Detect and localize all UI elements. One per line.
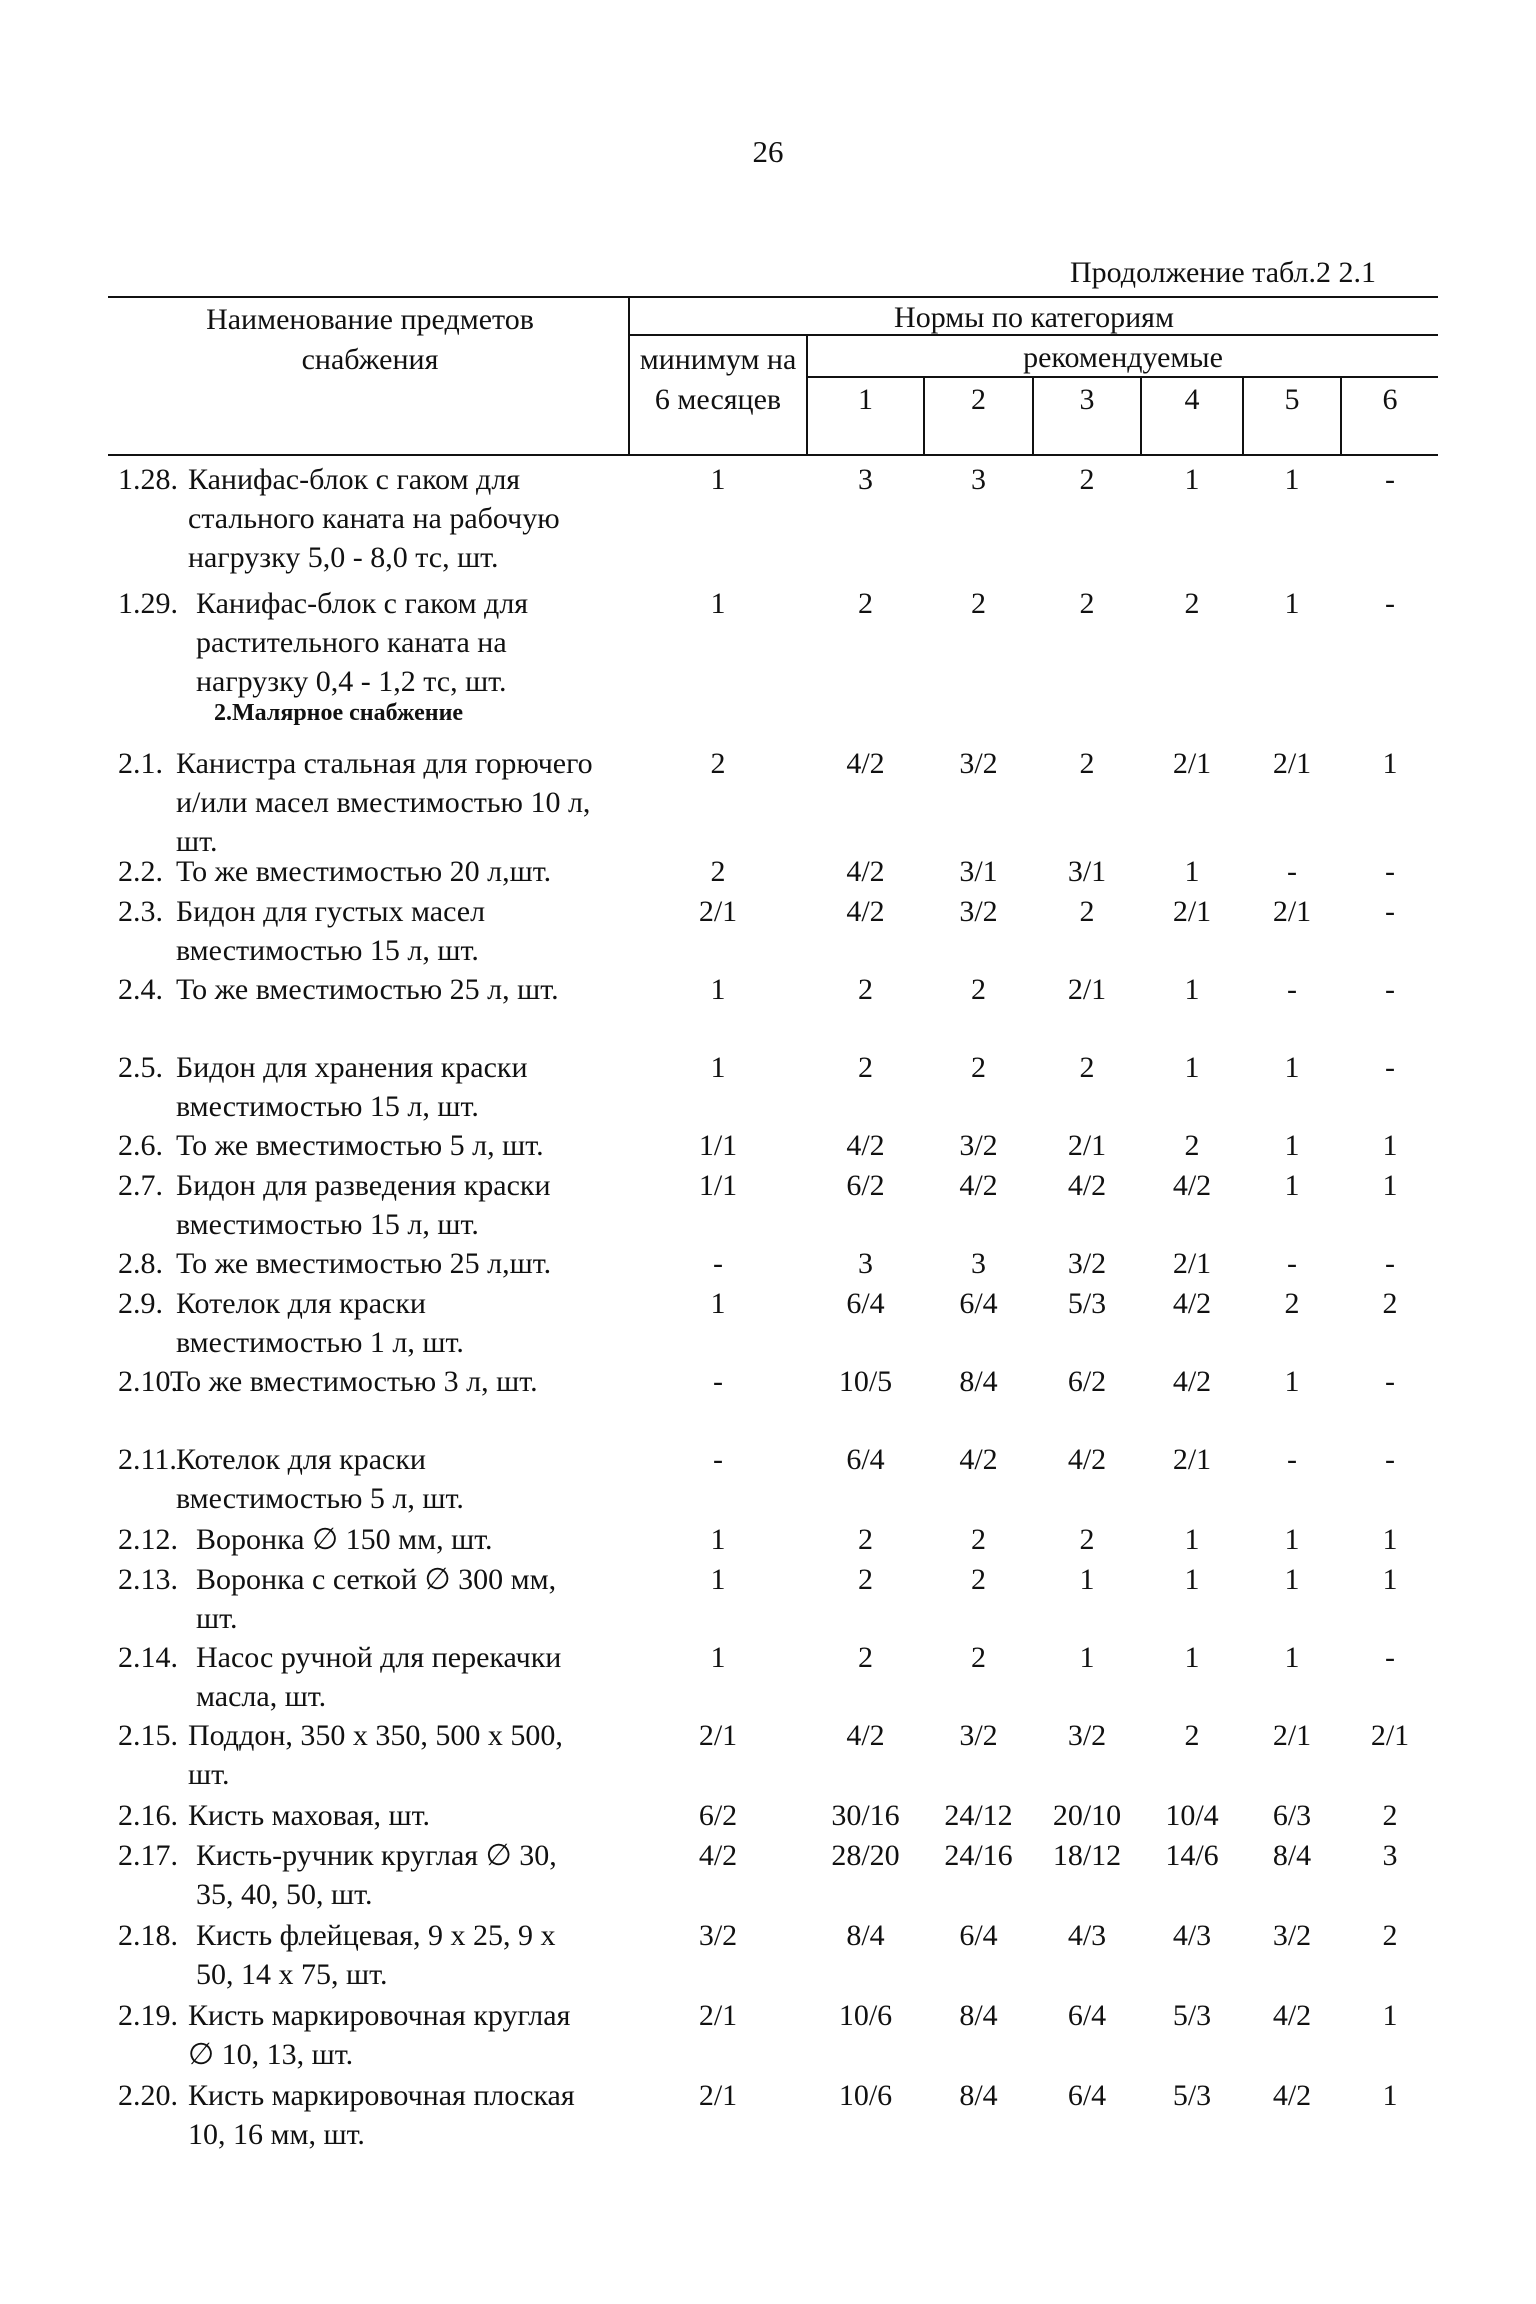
row-cat-4: 2/1 [1172, 895, 1212, 928]
row-number: 2.10. [118, 1365, 178, 1398]
row-cat-2: 8/4 [959, 1365, 998, 1398]
row-cat-2: 3/1 [959, 855, 998, 888]
row-cat-6: 1 [1382, 1523, 1398, 1556]
row-cat-5: 8/4 [1272, 1839, 1312, 1872]
row-number: 2.17. [118, 1839, 178, 1872]
row-cat-4: 2/1 [1172, 1247, 1212, 1280]
row-minimum: - [713, 1443, 723, 1476]
row-cat-1: 4/2 [846, 855, 885, 888]
row-cat-4: 1 [1184, 1641, 1200, 1674]
row-number: 2.16. [118, 1799, 178, 1832]
row-cat-3: 18/12 [1052, 1839, 1122, 1872]
row-item-name: Канифас-блок с гаком для растительного каната на нагрузку 0,4 - 1,2 тс, шт. [196, 587, 529, 698]
row-cat-3: 4/3 [1067, 1919, 1107, 1952]
row-cat-3: 2/1 [1067, 973, 1107, 1006]
row-cat-2: 2 [971, 587, 986, 620]
row-cat-4: 10/4 [1165, 1799, 1219, 1832]
row-cat-6: 2 [1382, 1799, 1398, 1832]
row-cat-6: - [1385, 587, 1395, 620]
header-bottom-rule [108, 454, 1438, 456]
row-cat-5: 1 [1284, 1051, 1300, 1084]
row-minimum: 2/1 [698, 1999, 738, 2032]
row-number: 2.9. [118, 1287, 163, 1320]
row-cat-2: 2 [971, 1523, 986, 1556]
row-cat-5: 3/2 [1272, 1919, 1312, 1952]
row-cat-1: 6/2 [846, 1169, 885, 1202]
row-cat-1: 10/5 [838, 1365, 893, 1398]
row-number: 2.1. [118, 747, 163, 780]
header-cat-4: 4 [1184, 383, 1200, 416]
header-cat-6: 6 [1382, 383, 1398, 416]
row-cat-1: 4/2 [846, 1129, 885, 1162]
row-cat-5: 4/2 [1272, 2079, 1312, 2112]
row-minimum: 1 [710, 1051, 726, 1084]
row-cat-6: - [1385, 1365, 1395, 1398]
row-item-name: Насос ручной для перекачки масла, шт. [196, 1641, 562, 1713]
row-cat-2: 2 [971, 973, 986, 1006]
row-cat-6: 1 [1382, 1169, 1398, 1202]
row-cat-6: - [1385, 895, 1395, 928]
row-cat-2: 4/2 [959, 1443, 998, 1476]
row-cat-3: 2 [1079, 895, 1095, 928]
row-cat-2: 2 [971, 1051, 986, 1084]
row-cat-5: 2 [1284, 1287, 1300, 1320]
row-minimum: 2/1 [698, 2079, 738, 2112]
row-cat-5: 2/1 [1272, 1719, 1312, 1752]
row-cat-3: 1 [1079, 1641, 1095, 1674]
row-cat-4: 4/2 [1172, 1365, 1212, 1398]
row-number: 1.28. [118, 463, 178, 496]
row-cat-2: 24/12 [944, 1799, 1013, 1832]
row-cat-5: - [1287, 1247, 1297, 1280]
row-number: 1.29. [118, 587, 178, 620]
row-item-name: Кисть маховая, шт. [188, 1799, 430, 1832]
row-cat-1: 2 [858, 1523, 873, 1556]
row-cat-4: 4/2 [1172, 1287, 1212, 1320]
row-minimum: 2 [710, 855, 726, 888]
header-item-name: Наименование предметов снабжения [206, 303, 534, 376]
row-cat-5: 1 [1284, 1129, 1300, 1162]
row-cat-6: 1 [1382, 1563, 1398, 1596]
row-cat-4: 1 [1184, 1563, 1200, 1596]
row-minimum: 1 [710, 1287, 726, 1320]
row-cat-3: 4/2 [1067, 1443, 1107, 1476]
row-number: 2.7. [118, 1169, 163, 1202]
row-cat-5: 1 [1284, 1169, 1300, 1202]
row-cat-4: 2 [1184, 1129, 1200, 1162]
row-cat-4: 4/3 [1172, 1919, 1212, 1952]
row-cat-6: 2/1 [1370, 1719, 1410, 1752]
row-minimum: 1 [710, 973, 726, 1006]
row-number: 2.3. [118, 895, 163, 928]
row-minimum: 1 [710, 587, 726, 620]
row-cat-3: 5/3 [1067, 1287, 1107, 1320]
row-minimum: 1 [710, 463, 726, 496]
row-cat-6: 2 [1382, 1287, 1398, 1320]
row-cat-5: 2/1 [1272, 895, 1312, 928]
row-cat-5: 2/1 [1272, 747, 1312, 780]
row-item-name: То же вместимостью 25 л,шт. [176, 1247, 552, 1280]
row-cat-6: - [1385, 855, 1395, 888]
row-number: 2.11. [118, 1443, 177, 1476]
row-cat-2: 3/2 [959, 747, 998, 780]
row-cat-4: 5/3 [1172, 2079, 1212, 2112]
row-item-name: Воронка ∅ 150 мм, шт. [196, 1523, 493, 1556]
row-cat-1: 2 [858, 1051, 873, 1084]
row-cat-2: 8/4 [959, 1999, 998, 2032]
row-cat-5: 1 [1284, 1523, 1300, 1556]
header-cat-2: 2 [971, 383, 986, 416]
row-cat-6: 2 [1382, 1919, 1398, 1952]
row-cat-3: 3/2 [1067, 1247, 1107, 1280]
row-cat-4: 1 [1184, 855, 1200, 888]
header-minimum: минимум на 6 месяцев [639, 343, 797, 416]
row-cat-3: 3/2 [1067, 1719, 1107, 1752]
row-number: 2.20. [118, 2079, 178, 2112]
header-cat-3: 3 [1079, 383, 1095, 416]
row-cat-5: 1 [1284, 1365, 1300, 1398]
row-number: 2.2. [118, 855, 163, 888]
header-cat-1: 1 [858, 383, 873, 416]
row-cat-2: 6/4 [959, 1287, 998, 1320]
row-minimum: 1 [710, 1641, 726, 1674]
row-cat-1: 4/2 [846, 895, 885, 928]
row-cat-4: 14/6 [1165, 1839, 1219, 1872]
row-cat-4: 4/2 [1172, 1169, 1212, 1202]
row-cat-4: 1 [1184, 463, 1200, 496]
row-item-name: Канифас-блок с гаком для стального каната на рабочую нагрузку 5,0 - 8,0 тс, шт. [188, 463, 560, 574]
row-cat-4: 2 [1184, 1719, 1200, 1752]
row-cat-6: - [1385, 1051, 1395, 1084]
row-cat-5: 4/2 [1272, 1999, 1312, 2032]
row-cat-1: 4/2 [846, 1719, 885, 1752]
row-number: 2.12. [118, 1523, 178, 1556]
header-recommended: рекомендуемые [1023, 341, 1223, 374]
row-minimum: - [713, 1247, 723, 1280]
row-cat-6: 3 [1382, 1839, 1398, 1872]
row-number: 2.4. [118, 973, 163, 1006]
row-number: 2.15. [118, 1719, 178, 1752]
row-minimum: 1 [710, 1563, 726, 1596]
row-number: 2.13. [118, 1563, 178, 1596]
table-caption: Продолжение табл.2 2.1 [1070, 256, 1376, 289]
row-cat-2: 3/2 [959, 1129, 998, 1162]
row-cat-4: 1 [1184, 1523, 1200, 1556]
row-cat-2: 8/4 [959, 2079, 998, 2112]
row-item-name: Кисть маркировочная плоская 10, 16 мм, шт. [188, 2079, 575, 2151]
row-cat-5: 6/3 [1272, 1799, 1312, 1832]
row-cat-5: - [1287, 855, 1297, 888]
row-cat-3: 6/4 [1067, 2079, 1107, 2112]
row-minimum: - [713, 1365, 723, 1398]
row-cat-1: 2 [858, 587, 873, 620]
row-item-name: Котелок для краски вместимостью 5 л, шт. [176, 1443, 464, 1515]
row-cat-1: 10/6 [838, 1999, 893, 2032]
row-cat-6: - [1385, 1443, 1395, 1476]
row-cat-3: 2 [1079, 1523, 1095, 1556]
row-cat-3: 6/2 [1067, 1365, 1107, 1398]
row-cat-1: 28/20 [831, 1839, 900, 1872]
row-cat-2: 4/2 [959, 1169, 998, 1202]
row-number: 2.8. [118, 1247, 163, 1280]
row-cat-1: 6/4 [846, 1443, 885, 1476]
row-cat-1: 2 [858, 1563, 873, 1596]
row-cat-1: 4/2 [846, 747, 885, 780]
row-cat-5: 1 [1284, 587, 1300, 620]
row-item-name: То же вместимостью 25 л, шт. [176, 973, 559, 1006]
row-number: 2.18. [118, 1919, 178, 1952]
row-cat-6: - [1385, 463, 1395, 496]
row-cat-2: 3/2 [959, 895, 998, 928]
row-cat-2: 2 [971, 1641, 986, 1674]
row-cat-3: 2/1 [1067, 1129, 1107, 1162]
row-cat-2: 3 [971, 1247, 986, 1280]
row-cat-4: 1 [1184, 973, 1200, 1006]
row-cat-5: 1 [1284, 463, 1300, 496]
row-cat-1: 8/4 [846, 1919, 885, 1952]
row-minimum: 3/2 [698, 1919, 738, 1952]
row-minimum: 6/2 [698, 1799, 738, 1832]
row-cat-1: 2 [858, 973, 873, 1006]
row-cat-5: - [1287, 973, 1297, 1006]
row-cat-6: 1 [1382, 1129, 1398, 1162]
row-cat-5: 1 [1284, 1641, 1300, 1674]
row-cat-4: 2/1 [1172, 1443, 1212, 1476]
row-cat-3: 2 [1079, 1051, 1095, 1084]
row-minimum: 1/1 [698, 1129, 738, 1162]
row-minimum: 1 [710, 1523, 726, 1556]
page-number: 26 [752, 134, 784, 169]
header-norms: Нормы по категориям [894, 301, 1174, 334]
row-cat-1: 3 [858, 463, 873, 496]
row-minimum: 2 [710, 747, 726, 780]
row-cat-4: 1 [1184, 1051, 1200, 1084]
row-item-name: Кисть маркировочная круглая ∅ 10, 13, шт. [188, 1999, 571, 2071]
row-cat-6: 1 [1382, 2079, 1398, 2112]
row-item-name: Бидон для густых масел вместимостью 15 л, шт. [176, 895, 486, 967]
row-number: 2.14. [118, 1641, 178, 1674]
row-cat-2: 3/2 [959, 1719, 998, 1752]
row-cat-1: 6/4 [846, 1287, 885, 1320]
row-cat-2: 24/16 [944, 1839, 1013, 1872]
row-cat-4: 5/3 [1172, 1999, 1212, 2032]
row-item-name: То же вместимостью 20 л,шт. [176, 855, 552, 888]
row-item-name: То же вместимостью 3 л, шт. [170, 1365, 538, 1398]
row-cat-3: 2 [1079, 747, 1095, 780]
row-cat-4: 2/1 [1172, 747, 1212, 780]
row-cat-1: 3 [858, 1247, 873, 1280]
row-minimum: 2/1 [698, 1719, 738, 1752]
row-cat-6: 1 [1382, 1999, 1398, 2032]
row-cat-5: 1 [1284, 1563, 1300, 1596]
row-item-name: То же вместимостью 5 л, шт. [176, 1129, 544, 1162]
row-number: 2.5. [118, 1051, 163, 1084]
row-cat-3: 2 [1079, 463, 1095, 496]
row-item-name: Поддон, 350 х 350, 500 х 500, шт. [188, 1719, 563, 1791]
row-cat-6: - [1385, 1641, 1395, 1674]
row-item-name: Кисть-ручник круглая ∅ 30, 35, 40, 50, шт. [196, 1839, 557, 1911]
row-cat-2: 6/4 [959, 1919, 998, 1952]
row-item-name: Воронка с сеткой ∅ 300 мм, шт. [196, 1563, 557, 1635]
row-cat-2: 3 [971, 463, 986, 496]
row-cat-3: 3/1 [1067, 855, 1107, 888]
row-minimum: 4/2 [698, 1839, 738, 1872]
row-cat-3: 1 [1079, 1563, 1095, 1596]
row-cat-5: - [1287, 1443, 1297, 1476]
header-cat-5: 5 [1284, 383, 1300, 416]
row-cat-2: 2 [971, 1563, 986, 1596]
row-cat-3: 6/4 [1067, 1999, 1107, 2032]
row-cat-6: 1 [1382, 747, 1398, 780]
row-cat-1: 30/16 [831, 1799, 900, 1832]
row-cat-3: 2 [1079, 587, 1095, 620]
row-item-name: Кисть флейцевая, 9 х 25, 9 х 50, 14 х 75, шт. [196, 1919, 556, 1991]
row-item-name: Котелок для краски вместимостью 1 л, шт. [176, 1287, 464, 1359]
row-cat-3: 4/2 [1067, 1169, 1107, 1202]
row-item-name: Канистра стальная для горючего и/или масел вместимостью 10 л, шт. [176, 747, 593, 858]
row-item-name: Бидон для разведения краски вместимостью 15 л, шт. [176, 1169, 551, 1241]
row-minimum: 2/1 [698, 895, 738, 928]
row-minimum: 1/1 [698, 1169, 738, 1202]
row-cat-3: 20/10 [1052, 1799, 1122, 1832]
row-cat-4: 2 [1184, 587, 1200, 620]
row-item-name: Бидон для хранения краски вместимостью 15 л, шт. [176, 1051, 528, 1123]
row-cat-6: - [1385, 1247, 1395, 1280]
row-cat-1: 2 [858, 1641, 873, 1674]
row-cat-1: 10/6 [838, 2079, 893, 2112]
section-heading: 2.Малярное снабжение [214, 700, 464, 726]
row-number: 2.19. [118, 1999, 178, 2032]
row-cat-6: - [1385, 973, 1395, 1006]
row-number: 2.6. [118, 1129, 163, 1162]
